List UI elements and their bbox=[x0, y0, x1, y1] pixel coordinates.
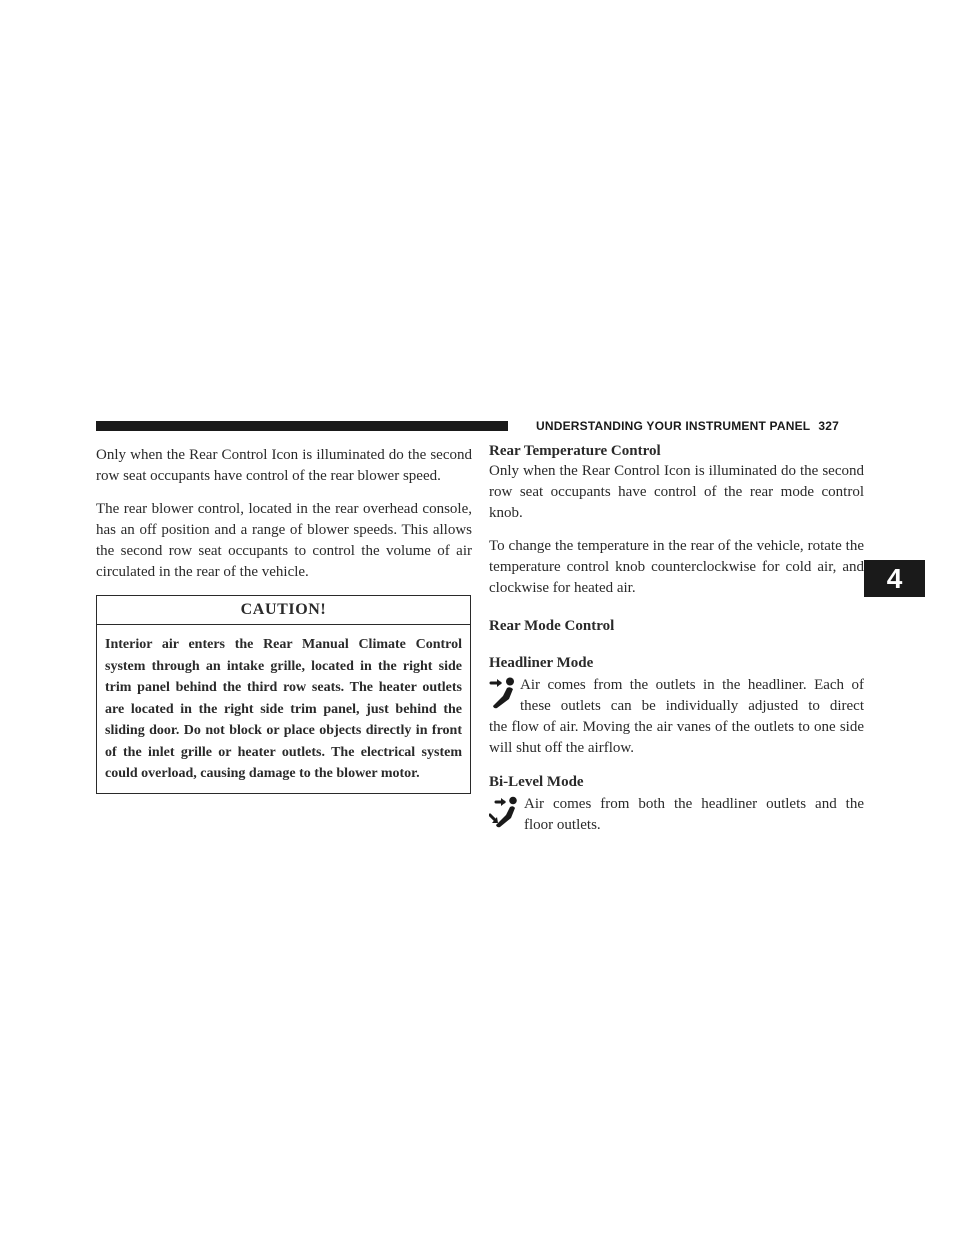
chapter-tab: 4 bbox=[864, 560, 925, 597]
caution-text: Interior air enters the Rear Manual Climate Control system through an intake grille, located in the right side trim panel behind the third row seats. The heater outlets are located in the right side trim panel, just behind the sliding door. Do not block or place objects directly in front of the inlet grille or heater outlets. The electrical system could overload, causing damage to the blower motor. bbox=[105, 637, 462, 781]
headliner-line-2: these outlets can be individually adjusted to direct bbox=[520, 698, 864, 714]
header-rule-bar bbox=[96, 421, 508, 431]
page-number: 327 bbox=[818, 419, 839, 433]
headliner-mode-icon bbox=[489, 677, 517, 711]
rear-temperature-paragraph-1: Only when the Rear Control Icon is illuminated do the second row seat occupants have control of the rear mode control knob. bbox=[489, 463, 864, 521]
bilevel-mode-icon bbox=[489, 796, 517, 830]
blower-control-paragraph: The rear blower control, located in the rear overhead console, has an off position and a range of blower speeds. This allows the second row seat occupants to control the volume of air circulated in the rear of the vehicle. bbox=[96, 501, 472, 580]
rear-mode-heading: Rear Mode Control bbox=[489, 618, 615, 634]
bilevel-mode-description bbox=[489, 794, 864, 836]
bilevel-line-2: floor outlets. bbox=[524, 817, 601, 833]
bilevel-line-1: Air comes from both the headliner outlets and the bbox=[524, 796, 864, 812]
headliner-rest: the flow of air. Moving the air vanes of the outlets to one side will shut off the airflow. bbox=[489, 719, 864, 756]
right-column bbox=[489, 442, 864, 836]
running-header bbox=[536, 419, 864, 433]
headliner-mode-heading: Headliner Mode bbox=[489, 655, 594, 671]
blower-speed-paragraph: Only when the Rear Control Icon is illuminated do the second row seat occupants have control of the rear blower speed. bbox=[96, 447, 472, 484]
rear-temperature-paragraph-2: To change the temperature in the rear of the vehicle, rotate the temperature control knob counterclockwise for cold air, and clockwise for heated air. bbox=[489, 538, 864, 596]
rear-temperature-heading: Rear Temperature Control bbox=[489, 443, 661, 459]
caution-title: CAUTION! bbox=[97, 596, 470, 625]
bilevel-mode-heading: Bi-Level Mode bbox=[489, 774, 584, 790]
left-column bbox=[96, 445, 472, 794]
section-title: UNDERSTANDING YOUR INSTRUMENT PANEL bbox=[536, 419, 811, 433]
headliner-mode-description bbox=[489, 675, 864, 759]
headliner-line-1: Air comes from the outlets in the headliner. Each of bbox=[520, 677, 864, 693]
caution-box bbox=[96, 595, 471, 794]
